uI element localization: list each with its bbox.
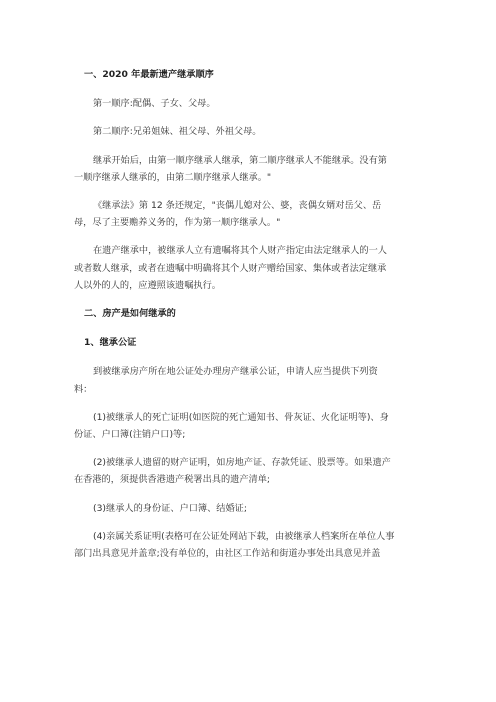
text-line: 在遗产继承中，被继承人立有遗嘱将其个人财产指定由法定继承人的一人 [93,245,387,257]
text-line: 或者数人继承，或者在遗嘱中明确将其个人财产赠给国家、集体或者法定继承 [74,262,387,274]
list-item-kinship-proof [74,528,424,562]
text-line: 在香港的，须提供香港遗产税署出具的遗产清单; [74,474,271,486]
paragraph-first-order: 第一顺序:配偶、子女、父母。 [93,98,216,110]
list-item-death-certificate [74,409,424,443]
text-line: 继承开始后，由第一顺序继承人继承，第二顺序继承人不能继承。没有第 [93,154,387,166]
paragraph-inheritance-start [74,152,424,186]
paragraph-notary [74,363,424,397]
text-line: 份证、户口簿(注销户口)等; [74,429,186,441]
paragraph-second-order: 第二顺序:兄弟姐妹、祖父母、外祖父母。 [93,126,262,138]
text-line: 料： [74,383,93,395]
paragraph-inheritance-law [74,197,424,231]
section-heading-property-inheritance: 二、房产是如何继承的 [84,308,176,320]
text-line: 母，尽了主要赡养义务的，作为第一顺序继承人。" [74,217,281,229]
text-line: 《继承法》第 12 条还规定，"丧偶儿媳对公、婆，丧偶女婿对岳父、岳 [93,200,382,212]
list-item-heir-id: (3)继承人的身份证、户口簿、结婚证; [93,502,247,514]
text-line: 一顺序继承人继承的，由第二顺序继承人继承。" [74,171,272,183]
subheading-notary: 1、继承公证 [84,337,137,349]
text-line: (1)被继承人的死亡证明(如医院的死亡通知书、骨灰证、火化证明等)、身 [93,411,389,423]
paragraph-will [74,242,424,294]
text-line: 人以外的人的，应遵照该遗嘱执行。 [74,279,221,291]
text-line: (2)被继承人遗留的财产证明，如房地产证、存款凭证、股票等。如果遗产 [93,457,391,469]
section-heading-inheritance-order: 一、2020 年最新遗产继承顺序 [84,69,214,80]
document-body [74,66,424,573]
text-line: (4)亲属关系证明(表格可在公证处网站下载，由被继承人档案所在单位人事 [93,530,395,542]
text-line: 部门出具意见并盖章;没有单位的，由社区工作站和街道办事处出具意见并盖 [74,548,381,560]
text-line: 到被继承房产所在地公证处办理房产继承公证，申请人应当提供下列资 [93,366,378,378]
list-item-property-certificate [74,454,424,488]
